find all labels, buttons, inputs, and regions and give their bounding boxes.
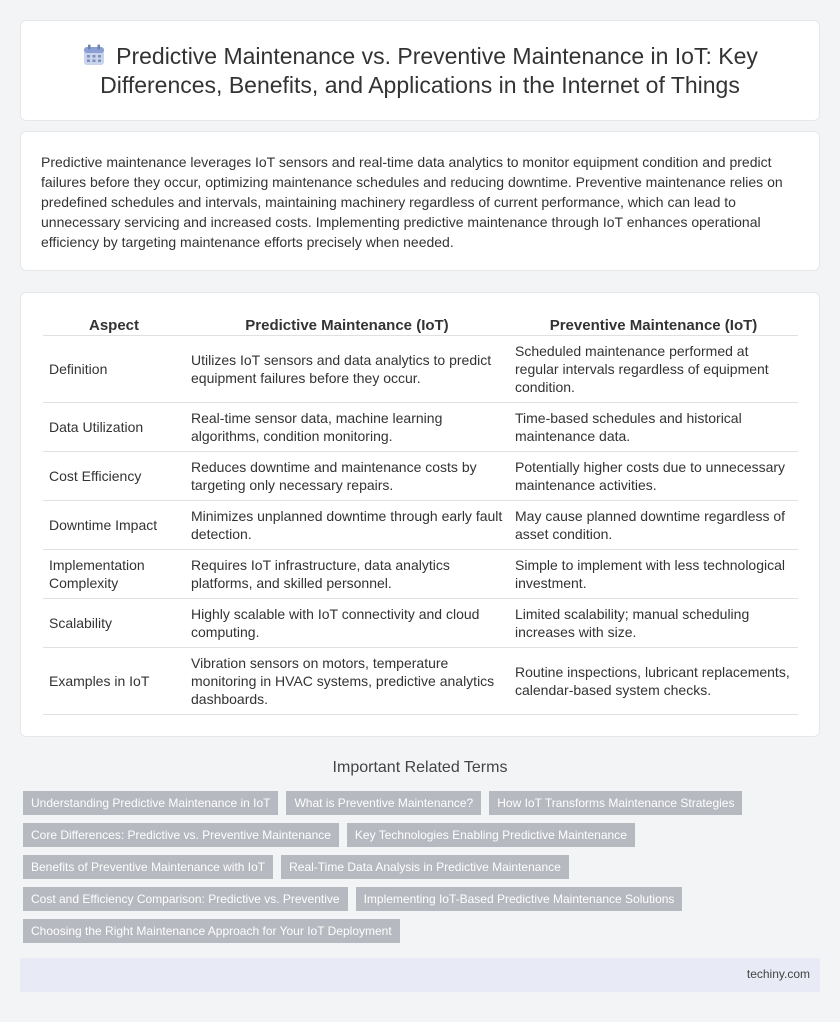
table-row bbox=[43, 403, 798, 452]
row-aspect: Data Utilization bbox=[43, 403, 185, 452]
page-title bbox=[51, 42, 789, 100]
table-row bbox=[43, 648, 798, 715]
intro-card bbox=[20, 131, 820, 271]
row-aspect: Definition bbox=[43, 336, 185, 403]
row-aspect: Implementation Complexity bbox=[43, 550, 185, 599]
table-row bbox=[43, 452, 798, 501]
related-term-tag[interactable]: What is Preventive Maintenance? bbox=[286, 791, 481, 815]
table-header-row bbox=[43, 313, 798, 336]
table-row bbox=[43, 550, 798, 599]
row-aspect: Scalability bbox=[43, 599, 185, 648]
table-row bbox=[43, 501, 798, 550]
row-predictive: Requires IoT infrastructure, data analytics platforms, and skilled personnel. bbox=[185, 550, 509, 599]
row-predictive: Highly scalable with IoT connectivity and cloud computing. bbox=[185, 599, 509, 648]
row-preventive: Routine inspections, lubricant replacements, calendar-based system checks. bbox=[509, 648, 798, 715]
tag-row bbox=[23, 855, 813, 879]
row-predictive: Minimizes unplanned downtime through early fault detection. bbox=[185, 501, 509, 550]
related-term-tag[interactable]: Cost and Efficiency Comparison: Predictive vs. Preventive bbox=[23, 887, 348, 911]
row-aspect: Cost Efficiency bbox=[43, 452, 185, 501]
related-term-tag[interactable]: Implementing IoT-Based Predictive Maintenance Solutions bbox=[356, 887, 683, 911]
related-terms-heading: Important Related Terms bbox=[332, 759, 508, 776]
comparison-table bbox=[43, 313, 798, 715]
row-preventive: Scheduled maintenance performed at regular intervals regardless of equipment condition. bbox=[509, 336, 798, 403]
footer-site-link[interactable]: techiny.com bbox=[746, 967, 810, 981]
row-aspect: Examples in IoT bbox=[43, 648, 185, 715]
row-preventive: Limited scalability; manual scheduling increases with size. bbox=[509, 599, 798, 648]
row-predictive: Reduces downtime and maintenance costs by targeting only necessary repairs. bbox=[185, 452, 509, 501]
comparison-card bbox=[20, 292, 820, 737]
row-predictive: Vibration sensors on motors, temperature monitoring in HVAC systems, predictive analytics dashboards. bbox=[185, 648, 509, 715]
row-preventive: Potentially higher costs due to unnecessary maintenance activities. bbox=[509, 452, 798, 501]
header-predictive: Predictive Maintenance (IoT) bbox=[185, 313, 509, 336]
footer bbox=[20, 958, 820, 992]
row-aspect: Downtime Impact bbox=[43, 501, 185, 550]
row-preventive: Simple to implement with less technological investment. bbox=[509, 550, 798, 599]
row-predictive: Real-time sensor data, machine learning algorithms, condition monitoring. bbox=[185, 403, 509, 452]
row-preventive: May cause planned downtime regardless of asset condition. bbox=[509, 501, 798, 550]
tag-row bbox=[23, 919, 813, 943]
intro-paragraph: Predictive maintenance leverages IoT sensors and real-time data analytics to monitor equipment condition and predict failures before they occur, optimizing maintenance schedules and reducing downtime. Preventive maintenance relies on predefined schedules and intervals, maintaining machinery regardless of current performance, which can lead to unnecessary servicing and increased costs. Implementing predictive maintenance through IoT enhances operational efficiency by targeting maintenance efforts precisely when needed. bbox=[41, 154, 783, 250]
tag-row bbox=[23, 887, 813, 911]
related-term-tag[interactable]: Real-Time Data Analysis in Predictive Maintenance bbox=[281, 855, 569, 879]
row-predictive: Utilizes IoT sensors and data analytics to predict equipment failures before they occur. bbox=[185, 336, 509, 403]
row-preventive: Time-based schedules and historical maintenance data. bbox=[509, 403, 798, 452]
related-terms-list bbox=[23, 791, 813, 951]
title-card bbox=[20, 20, 820, 121]
page-title-text: Predictive Maintenance vs. Preventive Maintenance in IoT: Key Differences, Benefits, and Applications in the Internet of Things bbox=[100, 42, 758, 98]
tag-row bbox=[23, 823, 813, 847]
related-term-tag[interactable]: Key Technologies Enabling Predictive Maintenance bbox=[347, 823, 635, 847]
tag-row bbox=[23, 791, 813, 815]
header-aspect: Aspect bbox=[43, 313, 185, 336]
table-row bbox=[43, 599, 798, 648]
related-term-tag[interactable]: Core Differences: Predictive vs. Preventive Maintenance bbox=[23, 823, 339, 847]
related-term-tag[interactable]: Choosing the Right Maintenance Approach for Your IoT Deployment bbox=[23, 919, 400, 943]
header-preventive: Preventive Maintenance (IoT) bbox=[509, 313, 798, 336]
related-term-tag[interactable]: Understanding Predictive Maintenance in IoT bbox=[23, 791, 278, 815]
related-term-tag[interactable]: How IoT Transforms Maintenance Strategies bbox=[489, 791, 742, 815]
related-term-tag[interactable]: Benefits of Preventive Maintenance with IoT bbox=[23, 855, 273, 879]
table-row bbox=[43, 336, 798, 403]
calendar-icon bbox=[82, 43, 106, 67]
